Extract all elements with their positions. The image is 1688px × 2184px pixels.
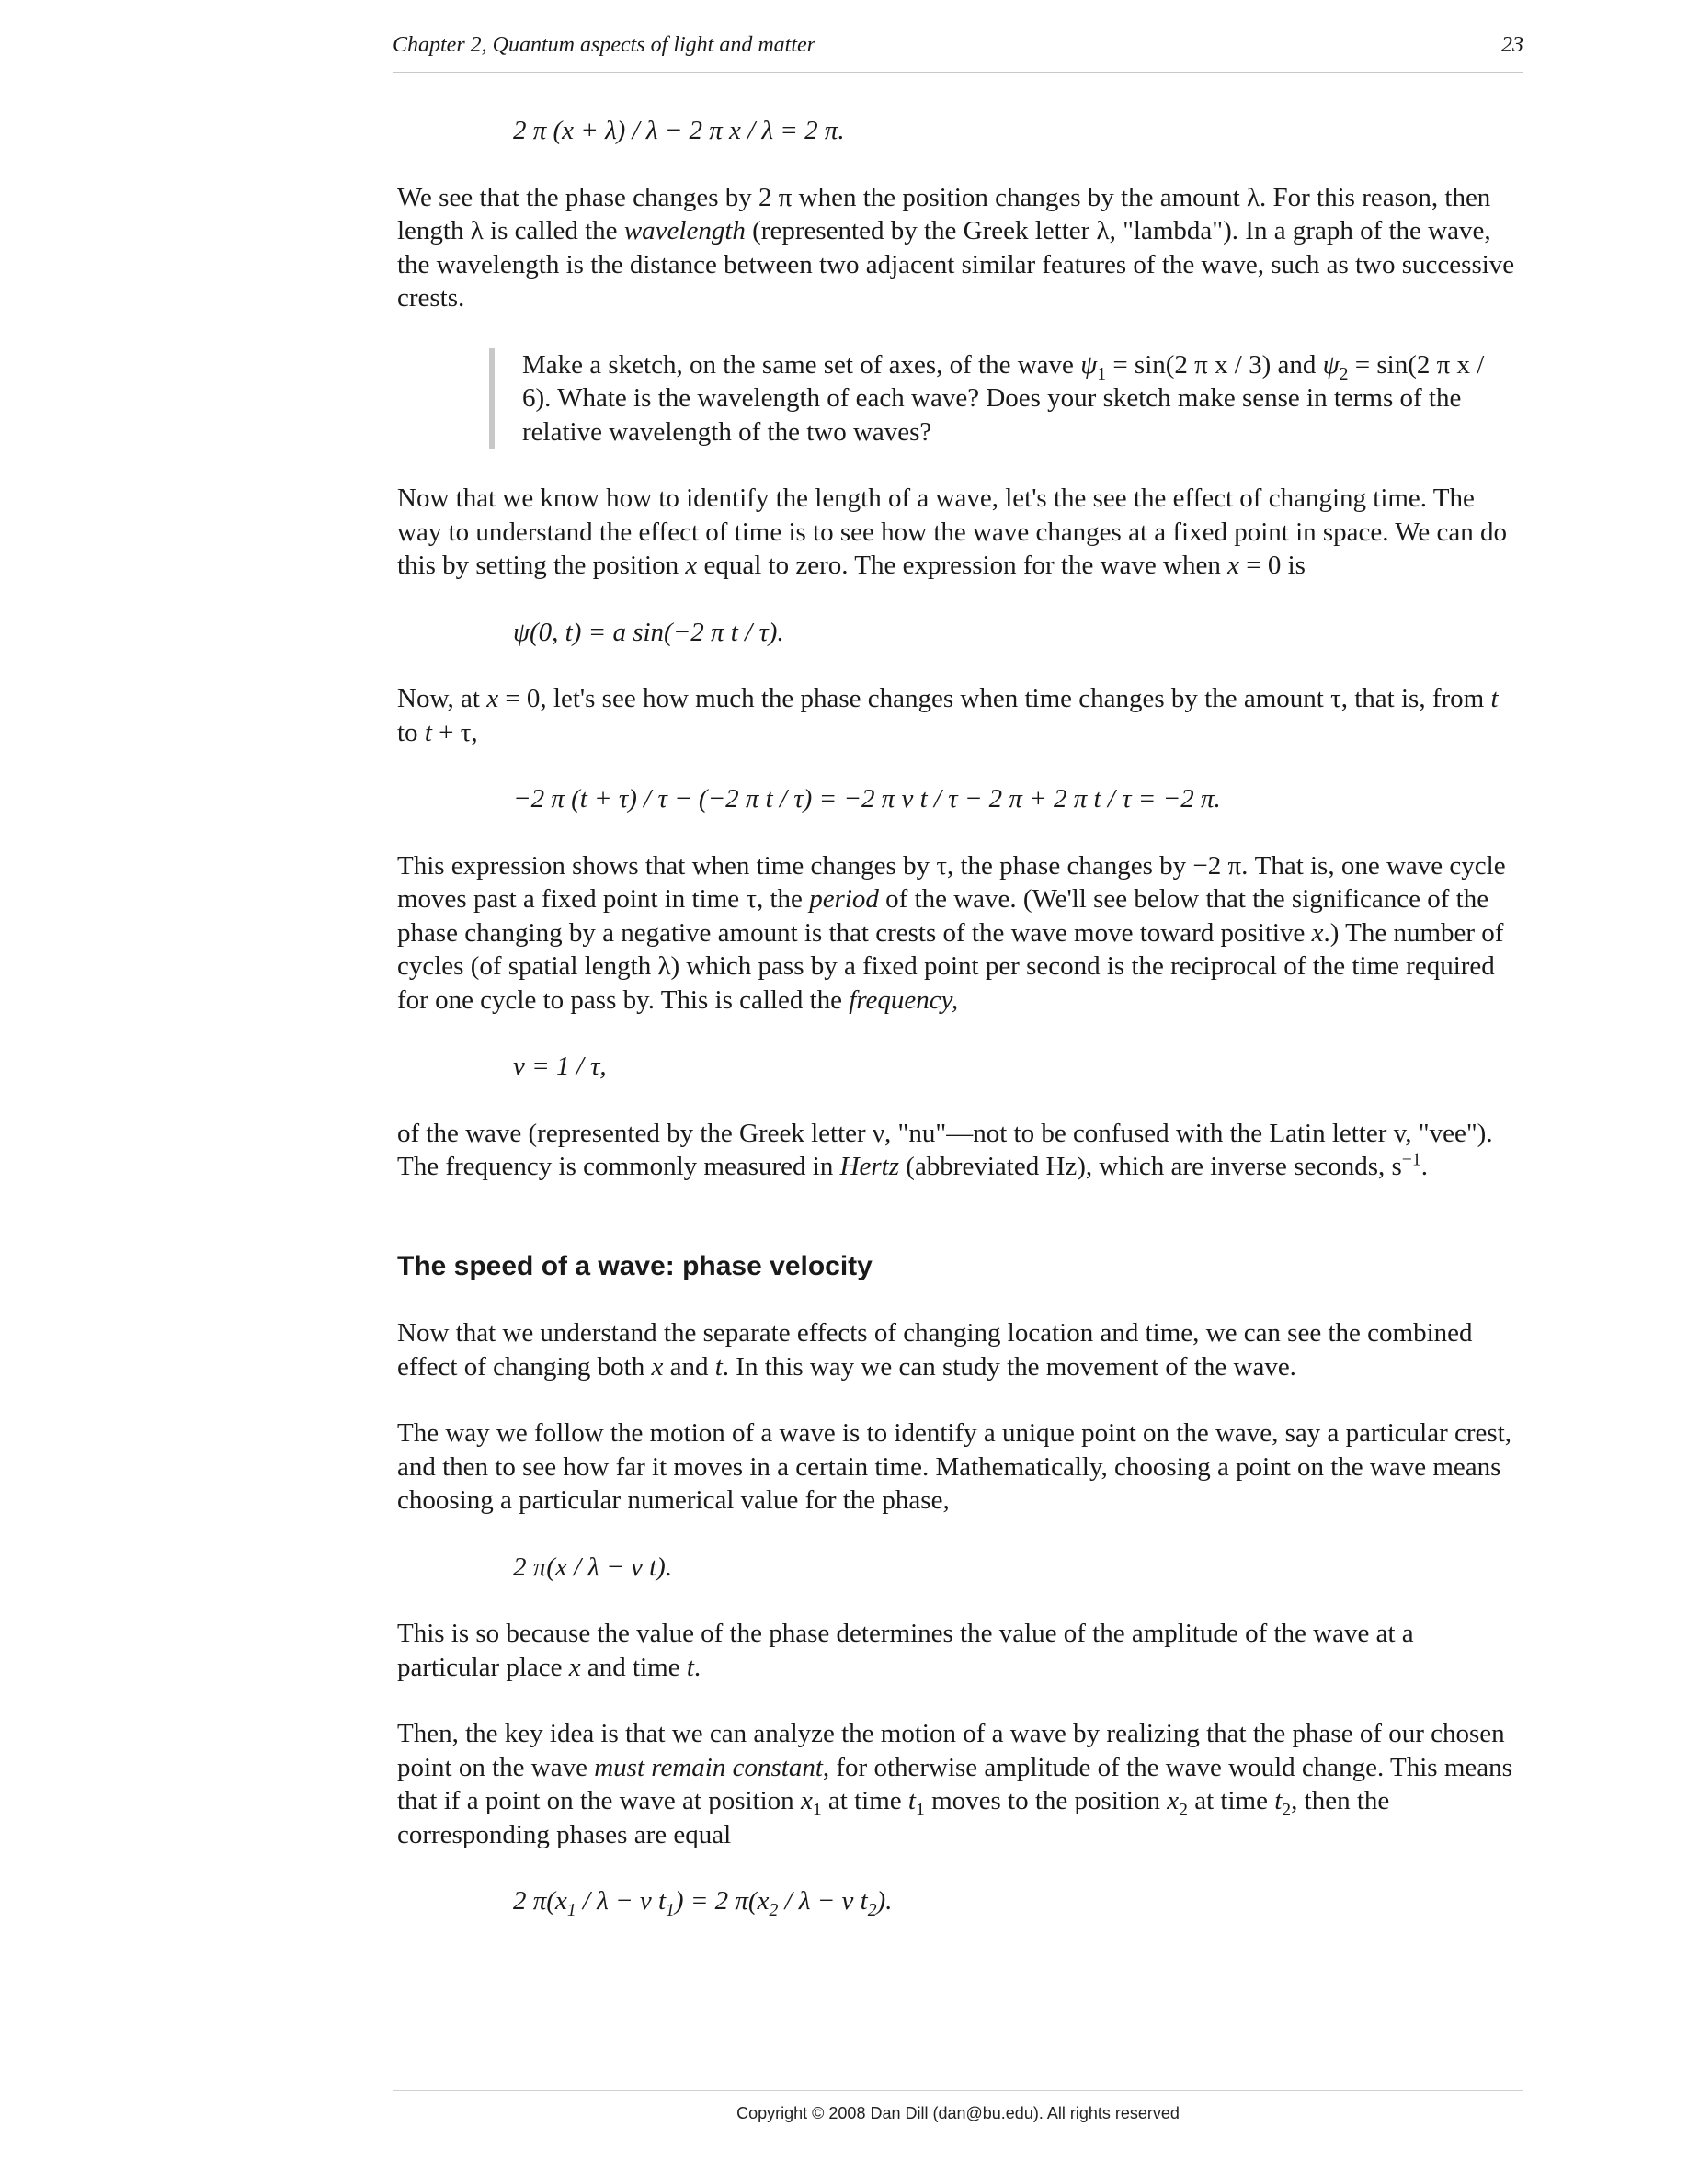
subscript: 2: [1179, 1799, 1188, 1820]
equation-phase-change-time: [513, 782, 1517, 816]
text-run: to: [397, 717, 425, 747]
symbol-psi: ψ: [1322, 349, 1340, 380]
subscript: 2: [867, 1899, 877, 1920]
paragraph-changing-time: [397, 482, 1517, 583]
equation-equal-phases: [513, 1884, 1517, 1918]
text-run: of the wave. (We'll see below that the significance of the phase changing by a negative amount is that crests of the wave move toward positive: [397, 884, 1489, 948]
text-run: , for otherwise amplitude of the wave would change. This means that if a point on the wave at position: [397, 1752, 1512, 1815]
text-run: We see that the phase changes by 2 π when the position changes by the amount λ. For this reason, then length λ is called the: [397, 182, 1491, 245]
variable-x: x: [1167, 1786, 1180, 1815]
emphasis-wavelength: wavelength: [623, 216, 746, 245]
text-run: and time: [580, 1652, 687, 1682]
text-run: = 0 is: [1238, 551, 1306, 580]
text-run: = sin(2 π x / 3) and: [1106, 349, 1323, 380]
paragraph-period-frequency: [397, 849, 1517, 1018]
variable-x: x: [568, 1652, 581, 1682]
emphasis-hertz: Hertz: [839, 1152, 900, 1181]
variable-x: x: [651, 1351, 664, 1382]
text-run: Now, at: [397, 684, 487, 713]
text-run: .: [693, 1652, 701, 1682]
emphasis-frequency: frequency,: [849, 984, 959, 1015]
subscript: 1: [812, 1799, 822, 1820]
text-run: and: [663, 1351, 715, 1382]
page-content: [397, 114, 1517, 1951]
text-run: moves to the position: [924, 1786, 1168, 1815]
superscript: −1: [1401, 1149, 1421, 1170]
symbol-psi: ψ: [1080, 349, 1098, 380]
text-run: . In this way we can study the movement of the wave.: [722, 1351, 1296, 1382]
variable-t: t: [1490, 684, 1499, 713]
paragraph-wavelength: [397, 181, 1517, 315]
equation-text: −2 π (t + τ) / τ − (−2 π t / τ) = −2 π ν t / τ − 2 π + 2 π t / τ = −2 π.: [513, 784, 1221, 813]
text-run: .) The number of cycles (of spatial length λ) which pass by a fixed point per second is the reciprocal of the time required for one cycle to pass by. This is called the: [397, 917, 1504, 1015]
equation-wave-at-origin: [513, 616, 1517, 650]
equation-text: 2 π (x + λ) / λ − 2 π x / λ = 2 π.: [513, 116, 845, 145]
text-run: = sin(2 π x / 6). Whate is the wavelength of each wave? Does your sketch make sense in terms of the relative wavelength of the two waves?: [522, 349, 1485, 447]
paragraph-phase-amplitude: [397, 1617, 1517, 1684]
subscript: 2: [769, 1899, 779, 1920]
text-run: (abbreviated Hz), which are inverse seconds, s: [899, 1152, 1402, 1181]
equation-frequency: [513, 1050, 1517, 1084]
text-run: + τ,: [431, 717, 478, 747]
text-run: , then the corresponding phases are equal: [397, 1786, 1390, 1849]
equation-phase-change-position: [513, 114, 1517, 148]
text-run: = 0, let's see how much the phase changes when time changes by the amount τ, that is, from: [498, 684, 1491, 713]
text-run: of the wave (represented by the Greek letter ν, "nu"—not to be confused with the Latin letter v, "vee"). The frequency is commonly measured in: [397, 1118, 1493, 1181]
text-run: equal to zero. The expression for the wave when: [697, 551, 1228, 580]
exercise-block: [489, 348, 1517, 449]
page-footer: [393, 2090, 1523, 2122]
text-run: at time: [821, 1786, 908, 1815]
text-run: Then, the key idea is that we can analyze the motion of a wave by realizing that the phase of our chosen point on the wave: [397, 1719, 1505, 1782]
emphasis-must-remain-constant: must remain constant: [594, 1752, 823, 1782]
page-header: [393, 33, 1523, 73]
text-run: / λ − ν t: [778, 1886, 868, 1916]
variable-x: x: [800, 1786, 813, 1815]
equation-text: ν = 1 / τ,: [513, 1052, 607, 1081]
text-run: ) = 2 π(x: [674, 1886, 770, 1916]
equation-text: ψ(0, t) = a sin(−2 π t / τ).: [513, 617, 784, 647]
text-run: Now that we know how to identify the length of a wave, let's the see the effect of changing time. The way to understand the effect of time is to see how the wave changes at a fixed point in space. We can do this by setting the position: [397, 483, 1507, 580]
copyright-notice: Copyright © 2008 Dan Dill (dan@bu.edu). All rights reserved: [736, 2104, 1180, 2122]
text-run: 2 π(x: [513, 1886, 567, 1916]
paragraph-constant-phase: [397, 1717, 1517, 1851]
paragraph-phase-change-time: [397, 682, 1517, 749]
emphasis-period: period: [809, 884, 879, 914]
text-run: ).: [876, 1886, 893, 1916]
subscript: 1: [1097, 363, 1107, 384]
variable-t: t: [907, 1786, 916, 1815]
subscript: 1: [915, 1799, 925, 1820]
variable-x: x: [1227, 551, 1239, 580]
variable-t: t: [714, 1351, 723, 1382]
text-run: at time: [1187, 1786, 1275, 1815]
text-run: This is so because the value of the phase determines the value of the amplitude of the wave at a particular place: [397, 1619, 1414, 1682]
equation-text: [513, 1886, 893, 1920]
text-run: / λ − ν t: [576, 1886, 667, 1916]
paragraph-nu-hertz: [397, 1117, 1517, 1184]
equation-phase: [513, 1551, 1517, 1585]
subscript: 1: [666, 1899, 675, 1920]
variable-t: t: [424, 717, 432, 747]
chapter-title: Chapter 2, Quantum aspects of light and matter: [393, 33, 815, 57]
variable-x: x: [685, 551, 698, 580]
variable-t: t: [1274, 1786, 1283, 1815]
variable-t: t: [686, 1652, 694, 1682]
paragraph-combined-effect: [397, 1316, 1517, 1383]
subscript: 2: [1339, 363, 1349, 384]
equation-text: 2 π(x / λ − ν t).: [513, 1552, 673, 1582]
text-run: .: [1420, 1152, 1429, 1181]
variable-x: x: [1311, 917, 1324, 948]
subscript: 1: [566, 1899, 576, 1920]
variable-x: x: [486, 684, 499, 713]
text-run: Make a sketch, on the same set of axes, of the wave: [522, 349, 1081, 380]
subscript: 2: [1282, 1799, 1292, 1820]
text-run: This expression shows that when time changes by τ, the phase changes by −2 π. That is, one wave cycle moves past a fixed point in time τ, the: [397, 850, 1506, 914]
text-run: Now that we understand the separate effects of changing location and time, we can see the combined effect of changing both: [397, 1318, 1473, 1382]
text-run: (represented by the Greek letter λ, "lambda"). In a graph of the wave, the wavelength is the distance between two adjacent similar features of the wave, such as two successive crests.: [397, 216, 1515, 313]
paragraph-follow-motion: The way we follow the motion of a wave is to identify a unique point on the wave, say a particular crest, and then to see how far it moves in a certain time. Mathematically, choosing a point on the wave means choosing a particular numerical value for the phase,: [397, 1418, 1511, 1515]
page-number: 23: [1501, 33, 1523, 57]
section-heading: The speed of a wave: phase velocity: [397, 1250, 873, 1281]
